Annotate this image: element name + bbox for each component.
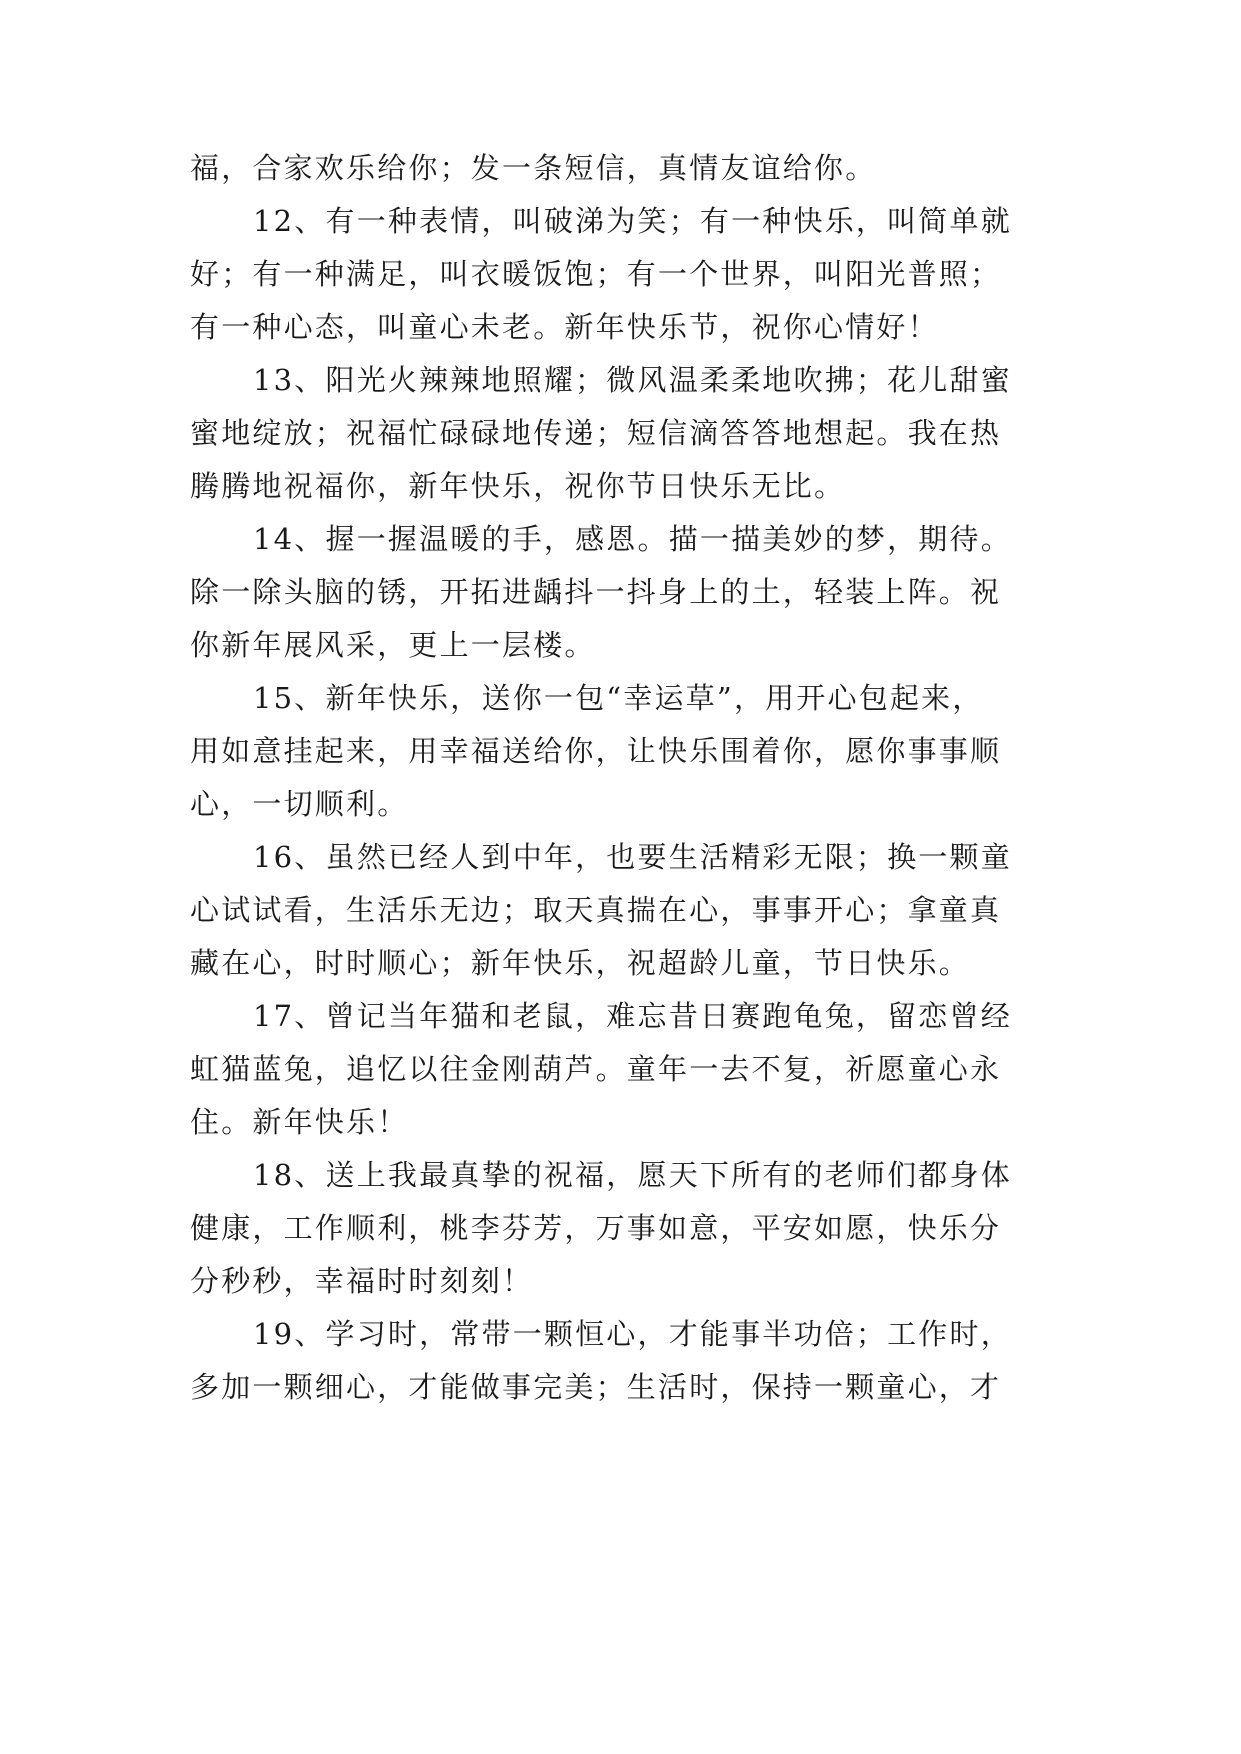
list-item-18-line-1: 18、送上我最真挚的祝福，愿天下所有的老师们都身体: [253, 1158, 1012, 1192]
text-line: 用如意挂起来，用幸福送给你，让快乐围着你，愿你事事顺: [190, 734, 1002, 768]
list-item-19-line-1: 19、学习时，常带一颗恒心，才能事半功倍；工作时，: [253, 1317, 1012, 1351]
text-line: 好；有一种满足，叫衣暖饭饱；有一个世界，叫阳光普照；: [190, 257, 1002, 291]
text-line: 你新年展风采，更上一层楼。: [190, 628, 596, 662]
text-line: 有一种心态，叫童心未老。新年快乐节，祝你心情好！: [190, 310, 939, 344]
text-line: 心试试看，生活乐无边；取天真揣在心，事事开心；拿童真: [190, 893, 1002, 927]
list-item-17-line-1: 17、曾记当年猫和老鼠，难忘昔日赛跑龟兔，留恋曾经: [253, 999, 1012, 1033]
text-line: 藏在心，时时顺心；新年快乐，祝超龄儿童，节日快乐。: [190, 946, 971, 980]
list-item-13-line-1: 13、阳光火辣辣地照耀；微风温柔柔地吹拂；花儿甜蜜: [253, 363, 1012, 397]
text-line: 多加一颗细心，才能做事完美；生活时，保持一颗童心，才: [190, 1370, 1002, 1404]
text-line: 分秒秒，幸福时时刻刻！: [190, 1264, 534, 1298]
text-line: 蜜地绽放；祝福忙碌碌地传递；短信滴答答地想起。我在热: [190, 416, 1002, 450]
list-item-14-line-1: 14、握一握温暖的手，感恩。描一描美妙的梦，期待。: [253, 522, 1012, 556]
text-line: 住。新年快乐！: [190, 1105, 409, 1139]
list-item-15-line-1: 15、新年快乐，送你一包“幸运草”，用开心包起来，: [253, 681, 984, 715]
text-line: 健康，工作顺利，桃李芬芳，万事如意，平安如愿，快乐分: [190, 1211, 1002, 1245]
text-line: 腾腾地祝福你，新年快乐，祝你节日快乐无比。: [190, 469, 846, 503]
text-line: 福，合家欢乐给你；发一条短信，真情友谊给你。: [190, 151, 877, 185]
list-item-16-line-1: 16、虽然已经人到中年，也要生活精彩无限；换一颗童: [253, 840, 1012, 874]
text-line: 除一除头脑的锈，开拓进龋抖一抖身上的土，轻装上阵。祝: [190, 575, 1002, 609]
text-line: 心，一切顺利。: [190, 787, 409, 821]
list-item-12-line-1: 12、有一种表情，叫破涕为笑；有一种快乐，叫简单就: [253, 204, 1012, 238]
text-line: 虹猫蓝兔，追忆以往金刚葫芦。童年一去不复，祈愿童心永: [190, 1052, 1002, 1086]
